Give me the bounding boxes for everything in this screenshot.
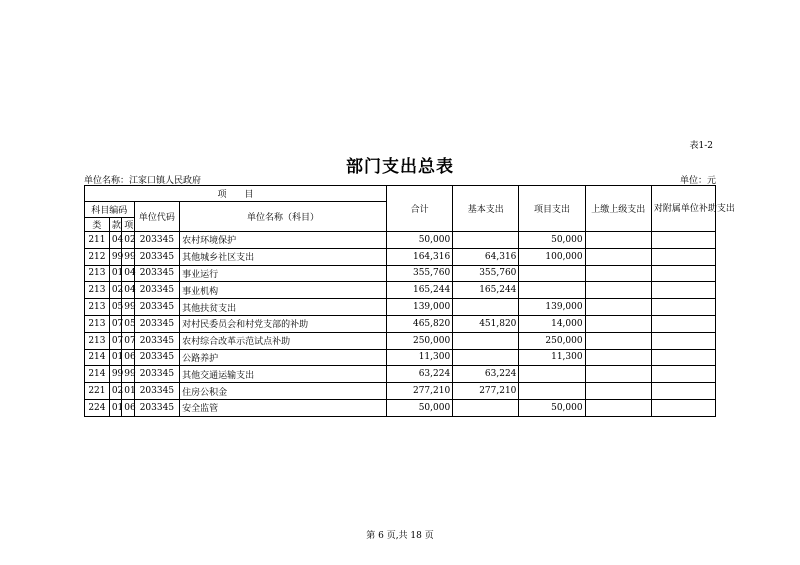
item-cell: 06 (122, 399, 134, 416)
basic-cell: 63,224 (453, 366, 519, 383)
total-cell: 277,210 (387, 383, 453, 400)
upper-cell (585, 315, 651, 332)
upper-cell (585, 232, 651, 249)
class-cell: 213 (85, 299, 110, 316)
class-cell: 214 (85, 349, 110, 366)
item-cell: 07 (122, 332, 134, 349)
table-row (85, 265, 716, 282)
total-cell: 50,000 (387, 232, 453, 249)
unit-code-cell: 203345 (134, 366, 180, 383)
basic-cell (453, 399, 519, 416)
upper-cell (585, 383, 651, 400)
subject-name-cell: 其他交通运输支出 (180, 366, 387, 383)
table-row (85, 232, 716, 249)
header-unit-code: 单位代码 (134, 202, 180, 232)
unit-code-cell: 203345 (134, 299, 180, 316)
header-basic: 基本支出 (453, 186, 519, 232)
project-cell (519, 366, 585, 383)
unit-name-label: 单位名称：江家口镇人民政府 (84, 176, 202, 186)
header-section: 款 (109, 218, 121, 232)
subject-name-cell: 住房公积金 (180, 383, 387, 400)
unit-code-cell: 203345 (134, 383, 180, 400)
section-cell: 99 (109, 248, 121, 265)
table-row (85, 383, 716, 400)
section-cell: 99 (109, 366, 121, 383)
subsidy-cell (651, 265, 715, 282)
header-subject-code: 科目编码 (85, 202, 135, 218)
project-cell: 11,300 (519, 349, 585, 366)
total-cell: 11,300 (387, 349, 453, 366)
subsidy-cell (651, 299, 715, 316)
unit-code-cell: 203345 (134, 332, 180, 349)
item-cell: 05 (122, 315, 134, 332)
subject-name-cell: 农村综合改革示范试点补助 (180, 332, 387, 349)
project-cell: 139,000 (519, 299, 585, 316)
table-row (85, 399, 716, 416)
header-total: 合计 (387, 186, 453, 232)
section-cell: 01 (109, 399, 121, 416)
section-cell: 01 (109, 349, 121, 366)
currency-unit-label: 单位：元 (679, 176, 716, 186)
total-cell: 355,760 (387, 265, 453, 282)
project-cell: 14,000 (519, 315, 585, 332)
header-unit-subject-name: 单位名称（科目） (180, 202, 387, 232)
section-cell: 02 (109, 282, 121, 299)
total-cell: 250,000 (387, 332, 453, 349)
subject-name-cell: 安全监管 (180, 399, 387, 416)
project-cell (519, 282, 585, 299)
total-cell: 164,316 (387, 248, 453, 265)
section-cell: 02 (109, 383, 121, 400)
section-cell: 05 (109, 299, 121, 316)
total-cell: 50,000 (387, 399, 453, 416)
basic-cell: 355,760 (453, 265, 519, 282)
subject-name-cell: 对村民委员会和村党支部的补助 (180, 315, 387, 332)
basic-cell: 64,316 (453, 248, 519, 265)
table-row (85, 248, 716, 265)
class-cell: 213 (85, 282, 110, 299)
basic-cell (453, 299, 519, 316)
header-project: 项目支出 (519, 186, 585, 232)
total-cell: 63,224 (387, 366, 453, 383)
basic-cell: 451,820 (453, 315, 519, 332)
upper-cell (585, 248, 651, 265)
subsidy-cell (651, 248, 715, 265)
subsidy-cell (651, 315, 715, 332)
project-cell: 50,000 (519, 232, 585, 249)
item-cell: 01 (122, 383, 134, 400)
header-upper: 上缴上级支出 (585, 186, 651, 232)
section-cell: 01 (109, 265, 121, 282)
total-cell: 465,820 (387, 315, 453, 332)
subject-name-cell: 事业运行 (180, 265, 387, 282)
class-cell: 224 (85, 399, 110, 416)
header-item: 项 目 (85, 186, 387, 202)
class-cell: 213 (85, 265, 110, 282)
upper-cell (585, 299, 651, 316)
item-cell: 04 (122, 282, 134, 299)
item-cell: 02 (122, 232, 134, 249)
basic-cell (453, 232, 519, 249)
subsidy-cell (651, 332, 715, 349)
upper-cell (585, 282, 651, 299)
subject-name-cell: 事业机构 (180, 282, 387, 299)
item-cell: 99 (122, 299, 134, 316)
subject-name-cell: 公路养护 (180, 349, 387, 366)
subsidy-cell (651, 232, 715, 249)
unit-code-cell: 203345 (134, 349, 180, 366)
upper-cell (585, 366, 651, 383)
header-class: 类 (85, 218, 110, 232)
project-cell: 250,000 (519, 332, 585, 349)
class-cell: 211 (85, 232, 110, 249)
unit-code-cell: 203345 (134, 315, 180, 332)
upper-cell (585, 349, 651, 366)
unit-code-cell: 203345 (134, 282, 180, 299)
class-cell: 212 (85, 248, 110, 265)
basic-cell (453, 332, 519, 349)
project-cell: 50,000 (519, 399, 585, 416)
table-row (85, 282, 716, 299)
subject-name-cell: 农村环境保护 (180, 232, 387, 249)
table-row (85, 349, 716, 366)
table-row (85, 366, 716, 383)
item-cell: 99 (122, 248, 134, 265)
section-cell: 07 (109, 315, 121, 332)
class-cell: 214 (85, 366, 110, 383)
basic-cell: 165,244 (453, 282, 519, 299)
header-item-col: 项 (122, 218, 134, 232)
class-cell: 221 (85, 383, 110, 400)
page-footer: 第 6 页,共 18 页 (366, 531, 434, 541)
upper-cell (585, 332, 651, 349)
upper-cell (585, 265, 651, 282)
subsidy-cell (651, 399, 715, 416)
class-cell: 213 (85, 315, 110, 332)
form-number: 表1-2 (689, 141, 713, 151)
total-cell: 165,244 (387, 282, 453, 299)
item-cell: 06 (122, 349, 134, 366)
section-cell: 04 (109, 232, 121, 249)
basic-cell (453, 349, 519, 366)
subsidy-cell (651, 383, 715, 400)
header-subsidy: 对附属单位补助支出 (651, 186, 715, 232)
table-row (85, 332, 716, 349)
item-cell: 04 (122, 265, 134, 282)
project-cell (519, 265, 585, 282)
item-cell: 99 (122, 366, 134, 383)
subject-name-cell: 其他扶贫支出 (180, 299, 387, 316)
section-cell: 07 (109, 332, 121, 349)
basic-cell: 277,210 (453, 383, 519, 400)
total-cell: 139,000 (387, 299, 453, 316)
table-row (85, 315, 716, 332)
unit-code-cell: 203345 (134, 399, 180, 416)
unit-code-cell: 203345 (134, 248, 180, 265)
page-title: 部门支出总表 (346, 157, 454, 177)
subsidy-cell (651, 349, 715, 366)
subject-name-cell: 其他城乡社区支出 (180, 248, 387, 265)
upper-cell (585, 399, 651, 416)
unit-code-cell: 203345 (134, 232, 180, 249)
class-cell: 213 (85, 332, 110, 349)
project-cell (519, 383, 585, 400)
unit-code-cell: 203345 (134, 265, 180, 282)
subsidy-cell (651, 282, 715, 299)
subsidy-cell (651, 366, 715, 383)
project-cell: 100,000 (519, 248, 585, 265)
expenditure-table (84, 185, 735, 417)
table-row (85, 299, 716, 316)
